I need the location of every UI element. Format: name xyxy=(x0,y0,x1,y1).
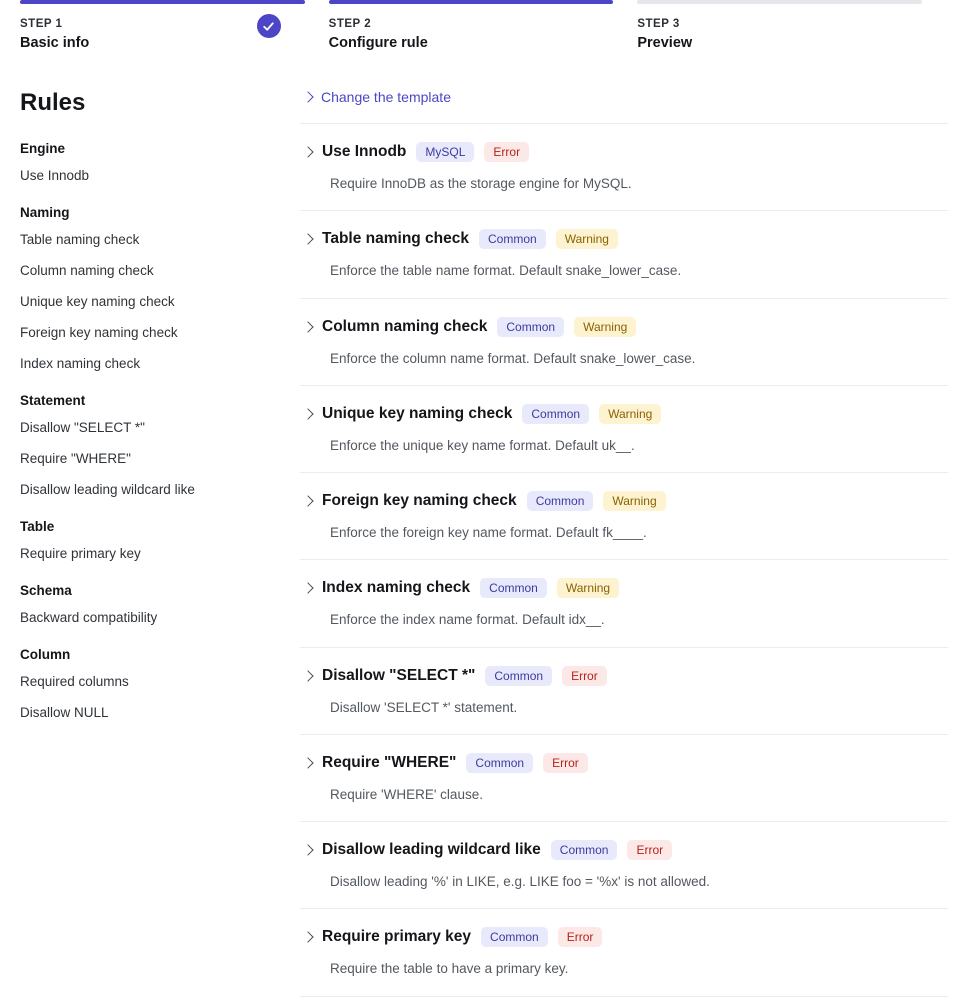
sidebar-group-title: Schema xyxy=(20,583,72,598)
wizard-stepper xyxy=(0,0,966,51)
sidebar-item-use-innodb[interactable]: Use Innodb xyxy=(20,168,90,183)
step-label: STEP 3 xyxy=(637,18,680,30)
sidebar-group-title: Table xyxy=(20,519,55,534)
chevron-right-icon[interactable] xyxy=(302,932,313,943)
step-label: STEP 2 xyxy=(328,18,372,30)
step-body xyxy=(637,4,922,51)
badge-common: Common xyxy=(522,404,589,424)
badge-warning: Warning xyxy=(557,578,619,598)
rule-description: Disallow 'SELECT *' statement. xyxy=(330,699,518,715)
rule-description: Enforce the table name format. Default snake_lower_case. xyxy=(330,263,682,279)
rule-header[interactable] xyxy=(304,142,944,162)
rules-main xyxy=(300,51,966,997)
rule-description: Require 'WHERE' clause. xyxy=(330,786,483,802)
sidebar-group-table xyxy=(20,519,300,561)
badge-common: Common xyxy=(481,927,548,947)
sidebar-item-disallow-null[interactable]: Disallow NULL xyxy=(20,705,109,720)
rule-header[interactable] xyxy=(304,404,944,424)
chevron-right-icon[interactable] xyxy=(302,408,313,419)
step-label: STEP 1 xyxy=(20,18,63,30)
rule-title: Column naming check xyxy=(322,317,488,335)
rule-row-require-primary-key xyxy=(300,909,948,996)
rule-row-disallow-select xyxy=(300,648,948,735)
chevron-right-icon[interactable] xyxy=(302,670,313,681)
rule-row-unique-key-naming-check xyxy=(300,386,948,473)
badge-warning: Warning xyxy=(574,317,636,337)
rule-row-disallow-leading-wildcard-like xyxy=(300,822,948,909)
change-template-label: Change the template xyxy=(321,89,451,105)
sidebar-item-index-naming-check[interactable]: Index naming check xyxy=(20,356,141,371)
rule-title: Unique key naming check xyxy=(322,404,513,422)
badge-engine: MySQL xyxy=(416,142,474,162)
page-title: Rules xyxy=(20,89,86,116)
rule-row-column-naming-check xyxy=(300,299,948,386)
chevron-right-icon[interactable] xyxy=(302,321,313,332)
chevron-right-icon[interactable] xyxy=(302,757,313,768)
sidebar-item-disallow-leading-wildcard-like[interactable]: Disallow leading wildcard like xyxy=(20,482,195,497)
rule-title: Disallow leading wildcard like xyxy=(322,841,541,858)
sidebar-group-naming xyxy=(20,205,300,371)
rule-header[interactable] xyxy=(304,840,944,860)
badge-common: Common xyxy=(466,753,533,773)
badge-error: Error xyxy=(558,927,603,947)
rule-header[interactable] xyxy=(304,666,944,686)
rule-title: Foreign key naming check xyxy=(322,492,517,509)
rule-title: Table naming check xyxy=(322,230,470,248)
rule-header[interactable] xyxy=(304,578,944,598)
rule-title: Use Innodb xyxy=(322,143,407,160)
sidebar-item-table-naming-check[interactable]: Table naming check xyxy=(20,232,140,247)
rule-description: Require InnoDB as the storage engine for MySQL. xyxy=(330,176,632,191)
badge-warning: Warning xyxy=(599,404,661,424)
rule-description: Enforce the unique key name format. Default uk__. xyxy=(330,437,635,453)
rule-row-use-innodb xyxy=(300,124,948,211)
sidebar-group-title: Engine xyxy=(20,141,66,156)
rule-row-index-naming-check xyxy=(300,560,948,647)
badge-error: Error xyxy=(543,753,588,773)
step-complete-check-icon xyxy=(257,14,281,38)
chevron-right-icon xyxy=(302,91,313,102)
rule-title: Index naming check xyxy=(322,579,471,597)
step-2[interactable] xyxy=(329,0,638,51)
sidebar-item-required-columns[interactable]: Required columns xyxy=(20,674,129,689)
sidebar-item-column-naming-check[interactable]: Column naming check xyxy=(20,263,154,278)
step-body xyxy=(329,4,614,51)
page-layout xyxy=(0,51,966,997)
sidebar-group-statement xyxy=(20,393,300,497)
badge-error: Error xyxy=(484,142,529,162)
rule-title: Require "WHERE" xyxy=(322,753,457,771)
step-3[interactable] xyxy=(637,0,946,51)
sidebar-groups xyxy=(20,141,300,720)
rule-header[interactable] xyxy=(304,491,944,511)
rule-row-foreign-key-naming-check xyxy=(300,473,948,560)
step-1[interactable] xyxy=(20,0,329,51)
sidebar-item-backward-compatibility[interactable]: Backward compatibility xyxy=(20,610,158,625)
badge-common: Common xyxy=(497,317,564,337)
change-template-link[interactable] xyxy=(304,89,948,105)
sidebar-group-column xyxy=(20,647,300,720)
chevron-right-icon[interactable] xyxy=(302,844,313,855)
step-title: Preview xyxy=(637,35,693,51)
badge-common: Common xyxy=(551,840,618,860)
step-title: Basic info xyxy=(20,35,90,51)
rule-description: Require the table to have a primary key. xyxy=(330,961,569,977)
chevron-right-icon[interactable] xyxy=(302,495,313,506)
sidebar-item-unique-key-naming-check[interactable]: Unique key naming check xyxy=(20,294,175,309)
badge-common: Common xyxy=(485,666,552,686)
sidebar-group-title: Statement xyxy=(20,393,86,408)
sidebar-item-require-primary-key[interactable]: Require primary key xyxy=(20,546,141,561)
badge-warning: Warning xyxy=(603,491,665,511)
sidebar-group-schema xyxy=(20,583,300,625)
sidebar-group-title: Naming xyxy=(20,205,70,220)
rule-title: Disallow "SELECT *" xyxy=(322,666,476,684)
rule-title: Require primary key xyxy=(322,928,472,946)
rule-header[interactable] xyxy=(304,753,944,773)
sidebar-item-disallow-select[interactable]: Disallow "SELECT *" xyxy=(20,420,145,435)
badge-warning: Warning xyxy=(556,229,618,249)
rule-description: Enforce the index name format. Default idx__. xyxy=(330,612,605,628)
rule-header[interactable] xyxy=(304,927,944,947)
chevron-right-icon[interactable] xyxy=(302,146,313,157)
sidebar-group-title: Column xyxy=(20,647,71,662)
rule-header[interactable] xyxy=(304,317,944,337)
sidebar-item-require-where[interactable]: Require "WHERE" xyxy=(20,451,131,466)
rule-description: Disallow leading '%' in LIKE, e.g. LIKE foo = '%x' is not allowed. xyxy=(330,874,710,889)
chevron-right-icon[interactable] xyxy=(302,234,313,245)
rule-description: Enforce the column name format. Default snake_lower_case. xyxy=(330,350,696,366)
sidebar-item-foreign-key-naming-check[interactable]: Foreign key naming check xyxy=(20,325,178,340)
badge-common: Common xyxy=(480,578,547,598)
rule-list xyxy=(300,123,948,997)
step-body xyxy=(20,4,305,51)
badge-common: Common xyxy=(527,491,594,511)
chevron-right-icon[interactable] xyxy=(302,583,313,594)
badge-common: Common xyxy=(479,229,546,249)
step-title: Configure rule xyxy=(328,35,428,51)
rules-sidebar xyxy=(20,51,300,742)
rule-row-table-naming-check xyxy=(300,211,948,298)
rule-header[interactable] xyxy=(304,229,944,249)
badge-error: Error xyxy=(562,666,607,686)
sidebar-group-engine xyxy=(20,141,300,183)
rule-row-require-where xyxy=(300,735,948,822)
rule-description: Enforce the foreign key name format. Default fk____. xyxy=(330,525,647,540)
badge-error: Error xyxy=(627,840,672,860)
